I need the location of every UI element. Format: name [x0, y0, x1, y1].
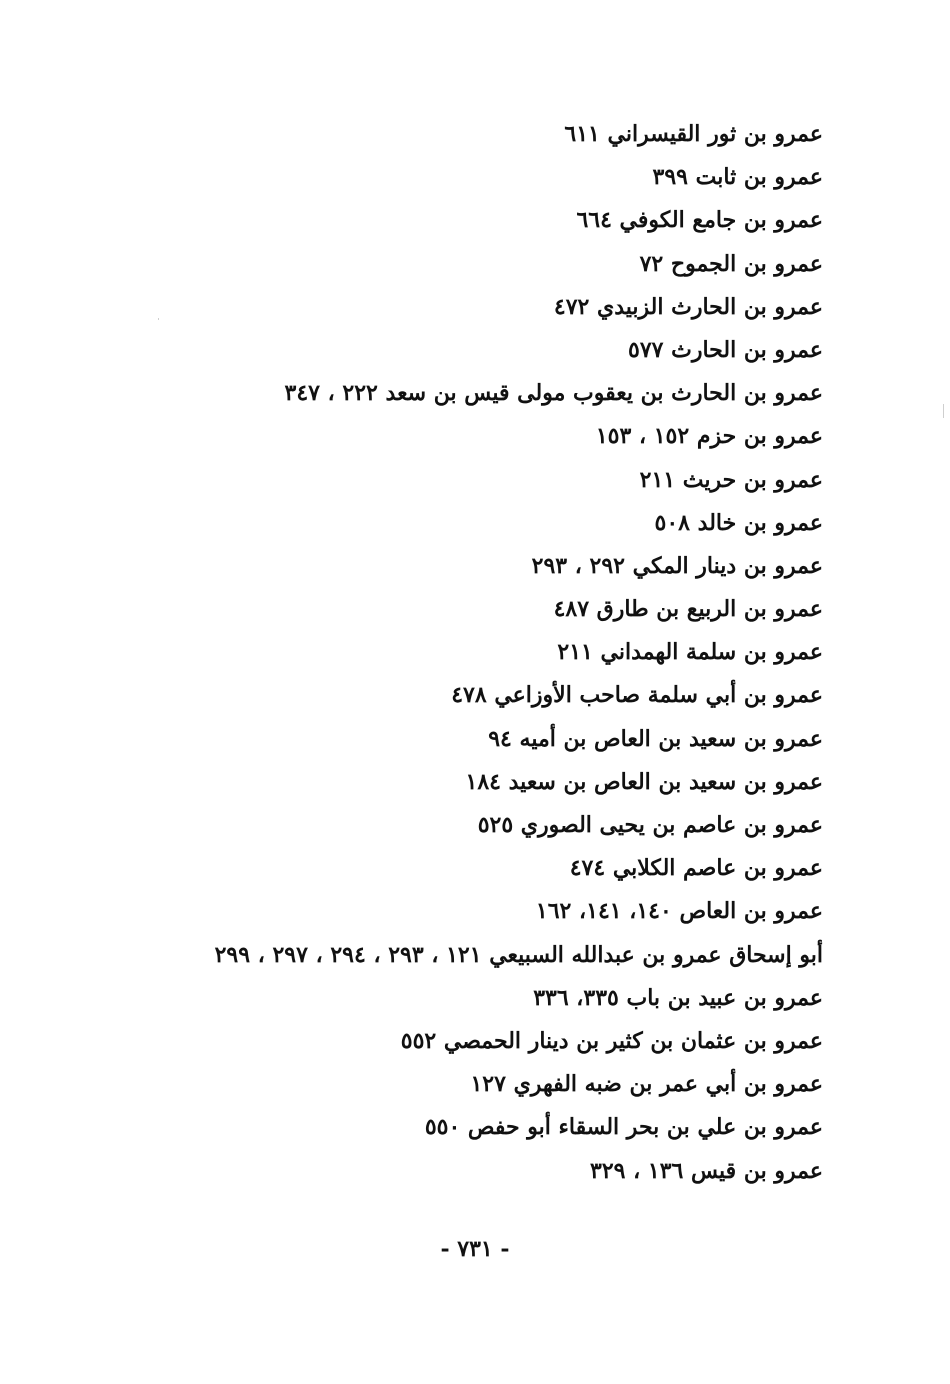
index-entry: عمرو بن علي بن بحر السقاء أبو حفص ٥٥٠ — [424, 1114, 823, 1141]
index-entry: عمرو بن عبيد بن باب ٣٣٥، ٣٣٦ — [533, 984, 823, 1011]
index-entry: عمرو بن أبي عمر بن ضبه الفهري ١٢٧ — [470, 1071, 823, 1098]
index-entry: عمرو بن الربيع بن طارق ٤٨٧ — [553, 596, 823, 623]
index-entry: عمرو بن ثابت ٣٩٩ — [652, 164, 823, 191]
index-entry: عمرو بن ثور القيسراني ٦١١ — [564, 121, 823, 147]
index-entry: عمرو بن دينار المكي ٢٩٢ ، ٢٩٣ — [531, 552, 823, 579]
index-entry: عمرو بن سلمة الهمداني ٢١١ — [557, 639, 823, 666]
index-entry: عمرو بن سعيد بن العاص بن أميه ٩٤ — [488, 725, 823, 752]
index-entry: عمرو بن الجموح ٧٢ — [639, 250, 823, 277]
name-index-list — [123, 113, 823, 1193]
index-entry: عمرو بن جامع الكوفي ٦٦٤ — [576, 207, 823, 234]
page-number: - ٧٣١ - — [440, 1236, 510, 1262]
margin-mark-left — [158, 318, 159, 320]
index-entry: عمرو بن حزم ١٥٢ ، ١٥٣ — [595, 423, 823, 450]
index-entry: عمرو بن خالد ٥٠٨ — [654, 509, 823, 536]
index-entry: عمرو بن أبي سلمة صاحب الأوزاعي ٤٧٨ — [451, 682, 823, 709]
index-entry: عمرو بن سعيد بن العاص بن سعيد ١٨٤ — [465, 768, 823, 795]
index-entry: عمرو بن الحارث بن يعقوب مولى قيس بن سعد ٢٢٢ ، ٣٤٧ — [284, 380, 823, 407]
margin-mark-right — [943, 404, 944, 418]
index-entry: عمرو بن عاصم بن يحيى الصوري ٥٢٥ — [477, 812, 823, 838]
index-entry: عمرو بن قيس ١٣٦ ، ٣٢٩ — [590, 1157, 823, 1184]
index-entry: عمرو بن الحارث الزبيدي ٤٧٢ — [553, 293, 823, 320]
index-entry: عمرو بن العاص ١٤٠، ١٤١، ١٦٢ — [535, 898, 823, 925]
index-entry: عمرو بن الحارث ٥٧٧ — [628, 336, 823, 363]
index-entry: عمرو بن عاصم الكلابي ٤٧٤ — [569, 855, 823, 882]
index-entry: عمرو بن حريث ٢١١ — [639, 466, 823, 493]
index-entry: عمرو بن عثمان بن كثير بن دينار الحمصي ٥٥٢ — [400, 1027, 823, 1054]
index-entry: أبو إسحاق عمرو بن عبدالله السبيعي ١٢١ ، ٢٩٣ ، ٢٩٤ ، ٢٩٧ ، ٢٩٩ — [214, 941, 823, 968]
